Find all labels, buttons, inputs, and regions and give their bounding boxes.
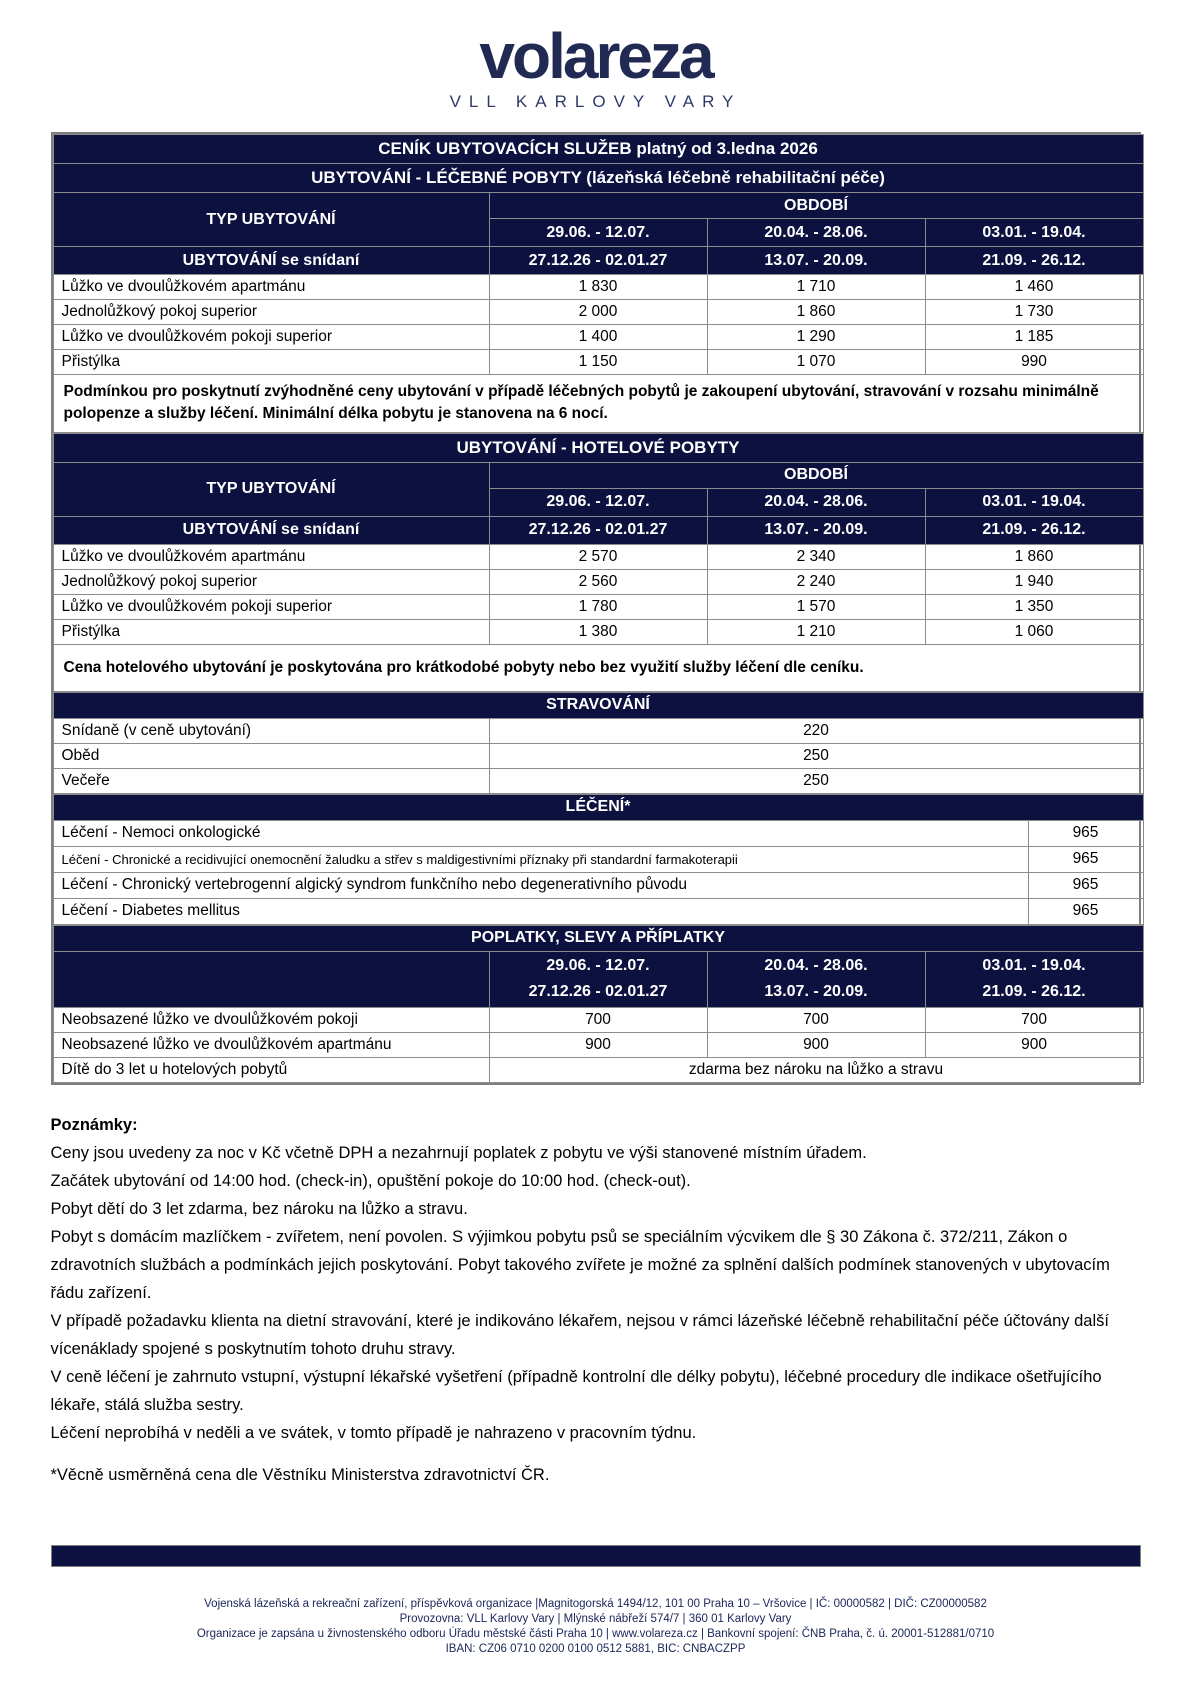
room-type-label: Lůžko ve dvoulůžkovém pokoji superior (53, 594, 489, 619)
price-cell: 1 350 (925, 594, 1143, 619)
bottom-divider-bar (51, 1545, 1141, 1567)
treatment-label: Léčení - Nemoci onkologické (53, 820, 1028, 846)
price-list-document (51, 132, 1141, 1085)
price-cell: 1 730 (925, 300, 1143, 325)
date-range-line2: 21.09. - 26.12. (982, 983, 1086, 1001)
fee-label: Neobsazené lůžko ve dvoulůžkovém pokoji (53, 1007, 489, 1032)
price-cell: 2 560 (489, 569, 707, 594)
price-cell: 965 (1028, 846, 1143, 872)
table-row (53, 1007, 1143, 1032)
meal-label: Snídaně (v ceně ubytování) (53, 718, 489, 743)
price-cell: 900 (489, 1032, 707, 1057)
table-row (53, 820, 1143, 846)
price-cell: 1 940 (925, 569, 1143, 594)
date-range: 03.01. - 19.04. (925, 488, 1143, 516)
fee-value-span: zdarma bez nároku na lůžko a stravu (489, 1057, 1143, 1082)
note-line: Ceny jsou uvedeny za noc v Kč včetně DPH a nezahrnují poplatek z pobytu ve výši stanovené místním úřadem. (50, 1143, 867, 1162)
date-range: 03.01. - 19.04. (925, 219, 1143, 247)
fee-label: Dítě do 3 let u hotelových pobytů (53, 1057, 489, 1082)
price-cell: 1 210 (707, 619, 925, 644)
price-cell: 1 570 (707, 594, 925, 619)
section-header-hotelove: UBYTOVÁNÍ - HOTELOVÉ POBYTY (53, 433, 1143, 462)
date-range: 20.04. - 28.06. (707, 219, 925, 247)
date-range-line1: 29.06. - 12.07. (546, 957, 650, 975)
price-cell: 1 860 (707, 300, 925, 325)
room-type-label: Lůžko ve dvoulůžkovém apartmánu (53, 544, 489, 569)
table-poplatky (53, 925, 1144, 1083)
table-row (53, 350, 1143, 375)
document-title: CENÍK UBYTOVACÍCH SLUŽEB platný od 3.ledna 2026 (53, 135, 1143, 164)
footer-line-iban: IBAN: CZ06 0710 0200 0100 0512 5881, BIC: CNBACZPP (445, 1642, 746, 1655)
footer-line-registration: Organizace je zapsána u živnostenského odboru Úřadu městské části Praha 10 | www.volareza.cz | Bankovní spojení: ČNB Praha, č. ú. 20001-512881/0710 (196, 1627, 995, 1640)
price-cell: 1 070 (707, 350, 925, 375)
price-cell: 1 060 (925, 619, 1143, 644)
section-header-poplatky: POPLATKY, SLEVY A PŘÍPLATKY (53, 925, 1143, 951)
price-cell: 1 380 (489, 619, 707, 644)
table-row (53, 619, 1143, 644)
notes-heading: Poznámky: (50, 1115, 138, 1134)
table-lecebne (53, 134, 1144, 433)
col-header-obdobi: OBDOBÍ (489, 462, 1143, 488)
table-row (53, 594, 1143, 619)
col-header-breakfast: UBYTOVÁNÍ se snídaní (53, 516, 489, 544)
hotelove-note: Cena hotelového ubytování je poskytována pro krátkodobé pobyty nebo bez využití služby léčení dle ceníku. (53, 644, 1143, 691)
notes-section (51, 1111, 1141, 1489)
price-cell: 900 (925, 1032, 1143, 1057)
table-row (53, 846, 1143, 872)
treatment-label: Léčení - Chronický vertebrogenní algický syndrom funkčního nebo degenerativního původu (53, 872, 1028, 898)
table-row (53, 1032, 1143, 1057)
price-cell: 1 400 (489, 325, 707, 350)
table-row (53, 544, 1143, 569)
date-range (925, 951, 1143, 1007)
section-header-leceni: LÉČENÍ* (53, 794, 1143, 820)
price-cell: 250 (489, 743, 1143, 768)
table-row (53, 275, 1143, 300)
logo-wordmark: volareza (479, 20, 712, 92)
date-range: 20.04. - 28.06. (707, 488, 925, 516)
price-cell: 1 290 (707, 325, 925, 350)
treatment-label: Léčení - Diabetes mellitus (53, 898, 1028, 924)
date-range-line2: 27.12.26 - 02.01.27 (528, 983, 668, 1001)
price-cell: 2 340 (707, 544, 925, 569)
price-cell: 1 185 (925, 325, 1143, 350)
price-cell: 220 (489, 718, 1143, 743)
logo-subtitle: VLL KARLOVY VARY (449, 92, 742, 111)
price-cell: 1 460 (925, 275, 1143, 300)
logo (0, 0, 1191, 112)
table-leceni (53, 794, 1144, 925)
date-range: 21.09. - 26.12. (925, 516, 1143, 544)
date-range: 27.12.26 - 02.01.27 (489, 247, 707, 275)
price-cell: 2 240 (707, 569, 925, 594)
date-range: 29.06. - 12.07. (489, 488, 707, 516)
date-range: 21.09. - 26.12. (925, 247, 1143, 275)
price-cell: 1 830 (489, 275, 707, 300)
table-row (53, 743, 1143, 768)
note-line: V případě požadavku klienta na dietní stravování, které je indikováno lékařem, nejsou v rámci lázeňské léčebně rehabilitační péče účtovány další vícenáklady spojené s poskytnutím tohoto druhu stravy. (50, 1311, 1109, 1358)
treatment-label: Léčení - Chronické a recidivující onemocnění žaludku a střev s maldigestivními příznaky při standardní farmakoterapii (53, 846, 1028, 872)
room-type-label: Jednolůžkový pokoj superior (53, 569, 489, 594)
meal-label: Oběd (53, 743, 489, 768)
room-type-label: Přistýlka (53, 619, 489, 644)
note-line: Pobyt s domácím mazlíčkem - zvířetem, není povolen. S výjimkou pobytu psů se speciálním výcvikem dle § 30 Zákona č. 372/211, Zákon o zdravotních službách a podmínkách jejich poskytování. Pobyt takového zvířete je možné za splnění dalších podmínek stanovených v ubytovacím řádu zařízení. (50, 1227, 1110, 1302)
date-range (707, 951, 925, 1007)
note-line: Začátek ubytování od 14:00 hod. (check-in), opuštění pokoje do 10:00 hod. (check-out). (50, 1171, 691, 1190)
date-range-line1: 20.04. - 28.06. (764, 957, 868, 975)
table-row (53, 898, 1143, 924)
price-cell: 900 (707, 1032, 925, 1057)
col-header-typ-ubytovani: TYP UBYTOVÁNÍ (53, 462, 489, 516)
date-range (489, 951, 707, 1007)
price-cell: 990 (925, 350, 1143, 375)
table-stravovani (53, 692, 1144, 794)
room-type-label: Lůžko ve dvoulůžkovém apartmánu (53, 275, 489, 300)
fee-label: Neobsazené lůžko ve dvoulůžkovém apartmánu (53, 1032, 489, 1057)
price-regulation-footnote: *Věcně usměrněná cena dle Věstníku Ministerstva zdravotnictví ČR. (50, 1465, 550, 1484)
section-header-lecebne: UBYTOVÁNÍ - LÉČEBNÉ POBYTY (lázeňská léčebně rehabilitační péče) (53, 164, 1143, 193)
col-header-obdobi: OBDOBÍ (489, 193, 1143, 219)
price-cell: 700 (707, 1007, 925, 1032)
room-type-label: Lůžko ve dvoulůžkovém pokoji superior (53, 325, 489, 350)
table-row (53, 300, 1143, 325)
room-type-label: Přistýlka (53, 350, 489, 375)
price-cell: 965 (1028, 898, 1143, 924)
date-range-line2: 13.07. - 20.09. (764, 983, 868, 1001)
price-cell: 2 570 (489, 544, 707, 569)
price-cell: 1 780 (489, 594, 707, 619)
table-row (53, 1057, 1143, 1082)
note-line: V ceně léčení je zahrnuto vstupní, výstupní lékařské vyšetření (případně kontrolní dle délky pobytu), léčebné procedury dle indikace ošetřujícího lékaře, stálá služba sestry. (50, 1367, 1102, 1414)
price-cell: 1 710 (707, 275, 925, 300)
price-cell: 965 (1028, 820, 1143, 846)
price-cell: 250 (489, 768, 1143, 793)
date-range: 27.12.26 - 02.01.27 (489, 516, 707, 544)
col-header-breakfast: UBYTOVÁNÍ se snídaní (53, 247, 489, 275)
meal-label: Večeře (53, 768, 489, 793)
room-type-label: Jednolůžkový pokoj superior (53, 300, 489, 325)
price-cell: 2 000 (489, 300, 707, 325)
footer (0, 1597, 1191, 1657)
price-cell: 700 (925, 1007, 1143, 1032)
table-row (53, 768, 1143, 793)
price-cell: 965 (1028, 872, 1143, 898)
date-range: 13.07. - 20.09. (707, 247, 925, 275)
col-header-typ-ubytovani: TYP UBYTOVÁNÍ (53, 193, 489, 247)
price-cell: 1 860 (925, 544, 1143, 569)
note-line: Pobyt dětí do 3 let zdarma, bez nároku na lůžko a stravu. (50, 1199, 468, 1218)
note-line: Léčení neprobíhá v neděli a ve svátek, v tomto případě je nahrazeno v pracovním týdnu. (50, 1423, 697, 1442)
section-header-stravovani: STRAVOVÁNÍ (53, 692, 1143, 718)
footer-line-organization: Vojenská lázeňská a rekreační zařízení, příspěvková organizace |Magnitogorská 1494/12, 101 00 Praha 10 – Vršovice | IČ: 00000582 | DIČ: CZ00000582 (204, 1597, 987, 1610)
date-range: 29.06. - 12.07. (489, 219, 707, 247)
table-row (53, 718, 1143, 743)
table-hotelove (53, 433, 1144, 692)
price-cell: 1 150 (489, 350, 707, 375)
empty-header-cell (53, 951, 489, 1007)
footer-line-branch: Provozovna: VLL Karlovy Vary | Mlýnské nábřeží 574/7 | 360 01 Karlovy Vary (399, 1612, 792, 1625)
table-row (53, 569, 1143, 594)
table-row (53, 325, 1143, 350)
date-range-line1: 03.01. - 19.04. (982, 957, 1086, 975)
date-range: 13.07. - 20.09. (707, 516, 925, 544)
table-row (53, 872, 1143, 898)
lecebne-note: Podmínkou pro poskytnutí zvýhodněné ceny ubytování v případě léčebných pobytů je zakoupení ubytování, stravování v rozsahu minimálně polopenze a služby léčení. Minimální délka pobytu je stanovena na 6 nocí. (53, 375, 1143, 433)
price-cell: 700 (489, 1007, 707, 1032)
